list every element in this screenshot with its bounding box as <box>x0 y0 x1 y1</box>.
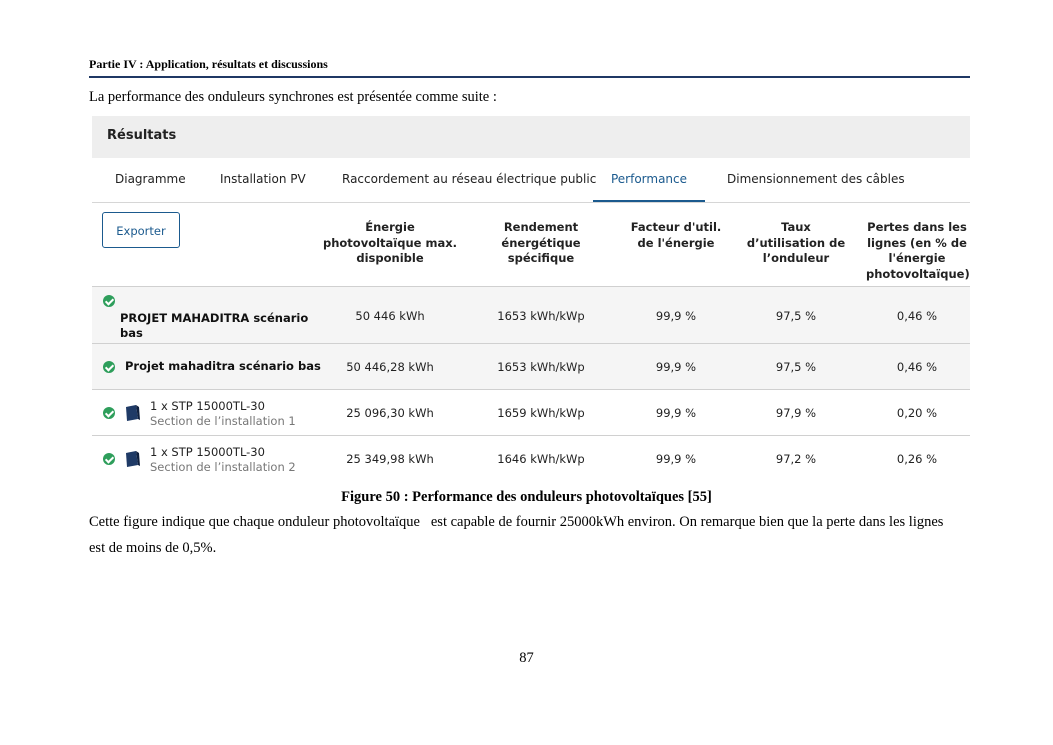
cell-yield: 1659 kWh/kWp <box>497 406 585 420</box>
cell-factor: 99,9 % <box>655 360 697 374</box>
tab-dimensionnement[interactable]: Dimensionnement des câbles <box>727 172 905 186</box>
row-name: PROJET MAHADITRA scénario bas <box>120 311 309 340</box>
check-icon <box>103 295 115 307</box>
cell-losses: 0,46 % <box>896 360 938 374</box>
cell-factor: 99,9 % <box>655 406 697 420</box>
cell-energy: 25 349,98 kWh <box>346 452 434 466</box>
tab-installation-pv[interactable]: Installation PV <box>220 172 306 186</box>
tab-diagramme[interactable]: Diagramme <box>115 172 186 186</box>
cell-rate: 97,5 % <box>775 309 817 323</box>
cell-yield: 1653 kWh/kWp <box>497 309 585 323</box>
intro-paragraph: La performance des onduleurs synchrones est présentée comme suite : <box>89 89 497 105</box>
tab-performance[interactable]: Performance <box>593 158 705 202</box>
col-header-rate: Taux d’utilisation de l’onduleur <box>746 220 846 265</box>
body-paragraph-line1: Cette figure indique que chaque onduleur photovoltaïque est capable de fournir 25000kWh environ. On remarque bien que la perte dans les lignes <box>89 514 944 530</box>
results-panel <box>92 116 970 484</box>
page-number: 87 <box>519 650 534 666</box>
cell-losses: 0,46 % <box>896 309 938 323</box>
check-icon <box>103 361 115 373</box>
inverter-model: 1 x STP 15000TL-30 <box>150 399 265 413</box>
cell-energy: 50 446 kWh <box>355 309 425 323</box>
cell-losses: 0,26 % <box>896 452 938 466</box>
table-row[interactable] <box>92 435 970 484</box>
check-icon <box>103 453 115 465</box>
inverter-icon <box>124 450 140 468</box>
col-header-energy: Énergie photovoltaïque max. disponible <box>322 220 457 265</box>
inverter-section: Section de l’installation 2 <box>150 460 296 474</box>
body-paragraph-line2: est de moins de 0,5%. <box>89 540 217 556</box>
export-button[interactable]: Exporter <box>102 212 180 248</box>
check-icon <box>103 407 115 419</box>
cell-yield: 1646 kWh/kWp <box>497 452 585 466</box>
tab-bar <box>92 158 970 203</box>
cell-rate: 97,9 % <box>775 406 817 420</box>
row-name: Projet mahaditra scénario bas <box>125 359 321 373</box>
cell-factor: 99,9 % <box>655 452 697 466</box>
header-rule <box>89 76 970 78</box>
cell-rate: 97,5 % <box>775 360 817 374</box>
table-row[interactable] <box>92 286 970 343</box>
col-header-factor: Facteur d'util. de l'énergie <box>630 220 722 250</box>
chapter-header: Partie IV : Application, résultats et discussions <box>89 57 328 71</box>
cell-energy: 25 096,30 kWh <box>346 406 434 420</box>
cell-factor: 99,9 % <box>655 309 697 323</box>
tab-raccordement[interactable]: Raccordement au réseau électrique public <box>342 172 597 186</box>
table-row[interactable] <box>92 389 970 435</box>
cell-yield: 1653 kWh/kWp <box>497 360 585 374</box>
inverter-model: 1 x STP 15000TL-30 <box>150 445 265 459</box>
cell-rate: 97,2 % <box>775 452 817 466</box>
inverter-section: Section de l’installation 1 <box>150 414 296 428</box>
cell-energy: 50 446,28 kWh <box>346 360 434 374</box>
col-header-yield: Rendement énergétique spécifique <box>501 220 581 265</box>
inverter-icon <box>124 404 140 422</box>
col-header-losses: Pertes dans les lignes (en % de l'énergie photovoltaïque) <box>866 220 970 281</box>
table-row[interactable] <box>92 343 970 389</box>
panel-title: Résultats <box>92 116 970 158</box>
figure-caption: Figure 50 : Performance des onduleurs photovoltaïques [55] <box>341 489 712 505</box>
cell-losses: 0,20 % <box>896 406 938 420</box>
